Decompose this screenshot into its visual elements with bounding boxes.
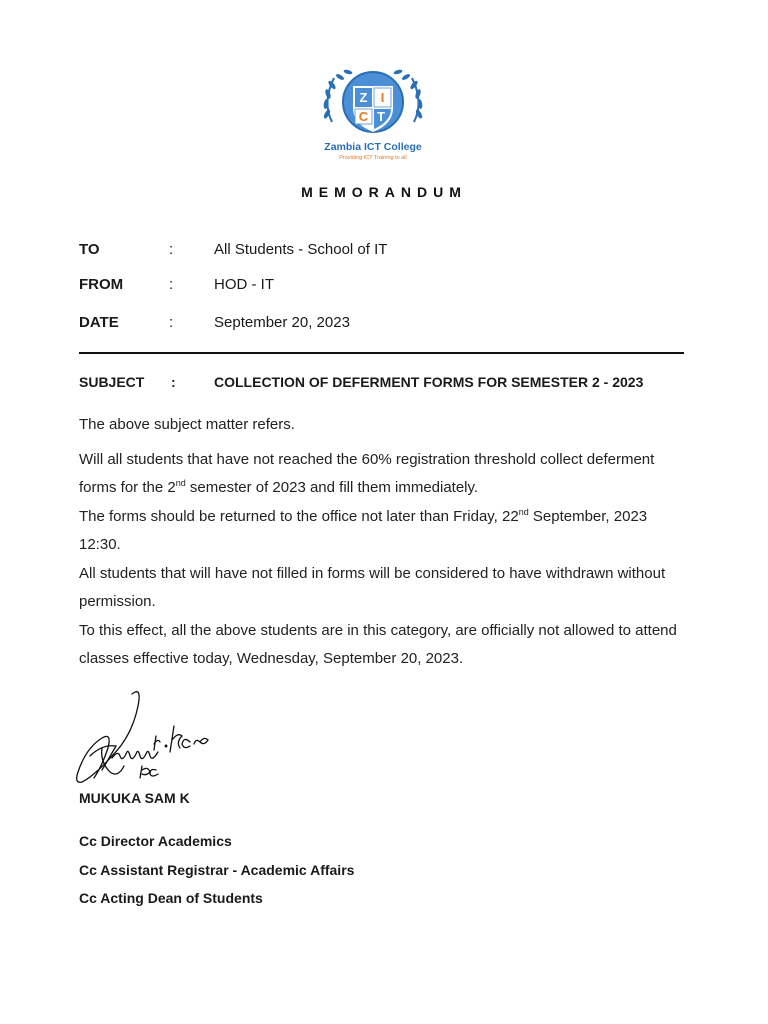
cc-item: Cc Assistant Registrar - Academic Affairs — [79, 861, 355, 878]
cc-item: Cc Director Academics — [79, 833, 232, 849]
logo-college-name: Zambia ICT College — [324, 141, 422, 153]
cc-list — [79, 827, 354, 913]
signatory-name: MUKUKA SAM K — [79, 790, 190, 806]
memo-title: MEMORANDUM — [301, 184, 467, 200]
date-colon: : — [169, 314, 174, 331]
cc-item: Cc Acting Dean of Students — [79, 890, 263, 906]
to-colon: : — [169, 241, 174, 258]
from-colon: : — [169, 276, 174, 293]
to-label: TO — [79, 241, 100, 258]
handwritten-signature — [72, 686, 222, 790]
body-paragraph-2: Will all students that have not reached the 60% registration threshold collect deferment forms for the 2nd semester of 2023 and fill them immediately. — [79, 450, 655, 496]
to-value: All Students - School of IT — [214, 241, 388, 258]
logo-tagline: Providing ICT Training to all — [339, 155, 407, 161]
memo-body — [79, 411, 689, 674]
subject-label: SUBJECT — [79, 374, 145, 390]
body-paragraph-1: The above subject matter refers. — [79, 416, 295, 433]
college-logo — [318, 64, 428, 164]
body-paragraph-4: All students that will have not filled in forms will be considered to have withdrawn without permission. — [79, 564, 666, 610]
date-value: September 20, 2023 — [214, 314, 350, 331]
college-crest — [318, 64, 428, 144]
subject-value: COLLECTION OF DEFERMENT FORMS FOR SEMESTER 2 - 2023 — [214, 374, 644, 390]
date-label: DATE — [79, 314, 119, 331]
logo-letter-i: I — [380, 90, 385, 105]
subject-colon: : — [171, 374, 176, 390]
body-paragraph-5: To this effect, all the above students are in this category, are officially not allowed to attend classes effective today, Wednesday, September 20, 2023. — [79, 621, 677, 667]
body-paragraph-3: The forms should be returned to the office not later than Friday, 22nd September, 2023 12:30. — [79, 506, 648, 553]
from-label: FROM — [79, 276, 124, 293]
header-divider — [79, 352, 684, 354]
logo-letter-t: T — [377, 109, 385, 124]
logo-letter-c: C — [358, 109, 369, 124]
logo-letter-z: Z — [359, 90, 368, 105]
from-value: HOD - IT — [214, 276, 274, 293]
